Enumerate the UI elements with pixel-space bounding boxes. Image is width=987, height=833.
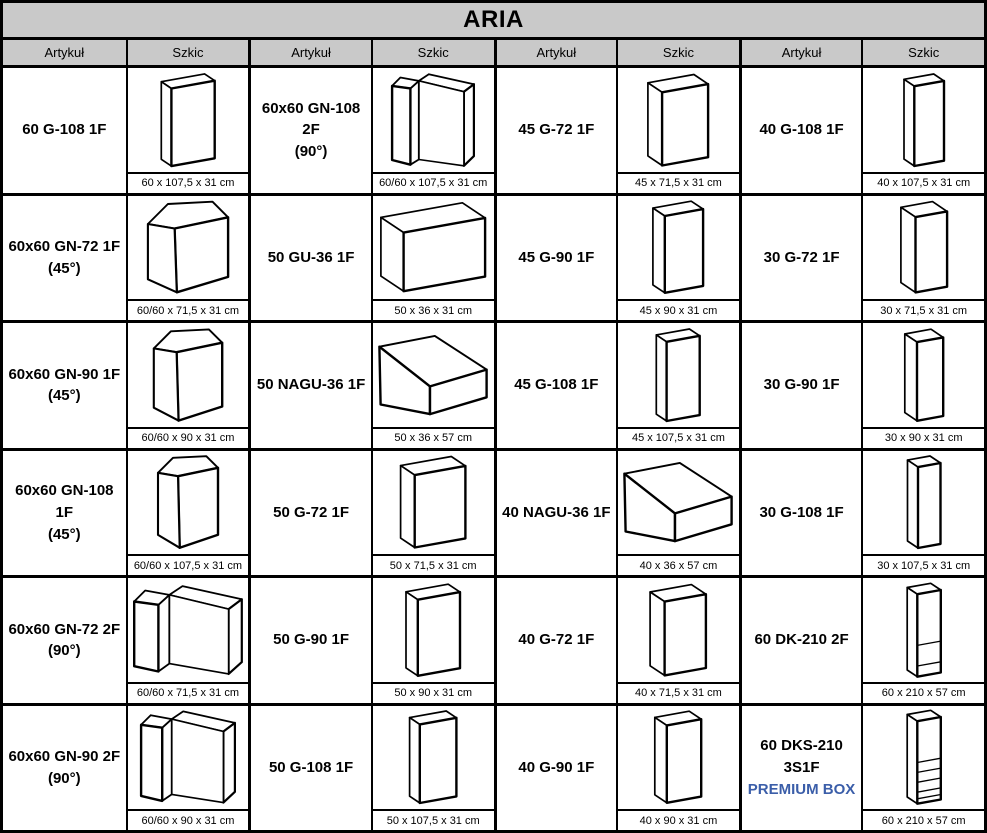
sketch-cell bbox=[126, 448, 249, 576]
article-code: 50 G-72 1F bbox=[273, 503, 349, 521]
article-code: 50 NAGU-36 1F bbox=[256, 376, 366, 394]
sketch-cell bbox=[616, 65, 739, 193]
cabinet-sketch-image bbox=[373, 68, 494, 172]
article-code: 40 G-72 1F bbox=[518, 631, 595, 649]
article-cell bbox=[248, 193, 371, 321]
dimensions-caption: 30 x 71,5 x 31 cm bbox=[863, 299, 984, 320]
cabinet-sketch-image bbox=[863, 578, 984, 682]
sketch-cell bbox=[861, 703, 984, 831]
sketch-cell bbox=[616, 703, 739, 831]
cabinet-sketch-image bbox=[863, 706, 984, 810]
article-code: (90°) bbox=[294, 143, 328, 161]
cabinet-sketch-image bbox=[373, 196, 494, 300]
article-cell bbox=[248, 448, 371, 576]
article-code: 30 G-108 1F bbox=[759, 503, 844, 521]
column-header-article: Artykuł bbox=[3, 40, 126, 65]
article-code: 50 GU-36 1F bbox=[267, 248, 355, 266]
page-title: ARIA bbox=[3, 3, 984, 40]
column-header-article: Artykuł bbox=[494, 40, 617, 65]
dimensions-caption: 45 x 71,5 x 31 cm bbox=[618, 172, 739, 193]
article-code: 50 G-90 1F bbox=[273, 631, 349, 649]
article-cell bbox=[739, 193, 862, 321]
dimensions-caption: 60/60 x 71,5 x 31 cm bbox=[128, 299, 249, 320]
article-code: 60 DKS-210 3S1F bbox=[760, 737, 843, 776]
dimensions-caption: 60/60 x 107,5 x 31 cm bbox=[373, 172, 494, 193]
article-code: 50 G-108 1F bbox=[268, 758, 354, 776]
dimensions-caption: 60 x 107,5 x 31 cm bbox=[128, 172, 249, 193]
article-code: 40 G-108 1F bbox=[759, 121, 844, 139]
sketch-cell bbox=[861, 575, 984, 703]
article-cell bbox=[494, 703, 617, 831]
article-cell bbox=[494, 448, 617, 576]
article-code: 60 DK-210 2F bbox=[754, 631, 849, 649]
article-cell bbox=[248, 703, 371, 831]
sketch-cell bbox=[126, 193, 249, 321]
cabinet-sketch-image bbox=[128, 196, 249, 300]
cabinet-sketch-image bbox=[373, 323, 494, 427]
article-code: 60x60 GN-72 1F bbox=[8, 238, 121, 255]
sketch-cell bbox=[126, 65, 249, 193]
article-cell bbox=[739, 575, 862, 703]
cabinet-sketch-image bbox=[618, 323, 739, 427]
cabinet-sketch-image bbox=[373, 578, 494, 682]
column-header-sketch: Szkic bbox=[861, 40, 984, 65]
article-cell bbox=[494, 575, 617, 703]
sketch-cell bbox=[126, 703, 249, 831]
cabinet-sketch-image bbox=[128, 451, 249, 555]
cabinet-sketch-image bbox=[128, 68, 249, 172]
dimensions-caption: 30 x 90 x 31 cm bbox=[863, 427, 984, 448]
cabinet-sketch-image bbox=[618, 706, 739, 810]
dimensions-caption: 50 x 71,5 x 31 cm bbox=[373, 554, 494, 575]
article-code: 60 G-108 1F bbox=[22, 121, 107, 139]
sketch-cell bbox=[371, 193, 494, 321]
article-cell bbox=[739, 320, 862, 448]
dimensions-caption: 60/60 x 71,5 x 31 cm bbox=[128, 682, 249, 703]
article-code: (45°) bbox=[47, 387, 81, 405]
column-header-article: Artykuł bbox=[248, 40, 371, 65]
sketch-cell bbox=[371, 65, 494, 193]
dimensions-caption: 40 x 107,5 x 31 cm bbox=[863, 172, 984, 193]
dimensions-caption: 60/60 x 90 x 31 cm bbox=[128, 427, 249, 448]
sketch-cell bbox=[371, 703, 494, 831]
dimensions-caption: 60 x 210 x 57 cm bbox=[863, 809, 984, 830]
sketch-cell bbox=[371, 575, 494, 703]
column-header-sketch: Szkic bbox=[371, 40, 494, 65]
article-cell bbox=[248, 320, 371, 448]
dimensions-caption: 45 x 107,5 x 31 cm bbox=[618, 427, 739, 448]
cabinet-sketch-image bbox=[618, 68, 739, 172]
sketch-cell bbox=[126, 575, 249, 703]
cabinet-sketch-image bbox=[863, 196, 984, 300]
sketch-cell bbox=[861, 320, 984, 448]
article-cell bbox=[248, 575, 371, 703]
article-code: 45 G-108 1F bbox=[514, 376, 599, 394]
article-code: (90°) bbox=[47, 642, 81, 660]
dimensions-caption: 50 x 90 x 31 cm bbox=[373, 682, 494, 703]
sketch-cell bbox=[371, 320, 494, 448]
article-cell bbox=[494, 65, 617, 193]
cabinet-sketch-image bbox=[128, 323, 249, 427]
dimensions-caption: 30 x 107,5 x 31 cm bbox=[863, 554, 984, 575]
sketch-cell bbox=[616, 575, 739, 703]
article-code: (90°) bbox=[47, 769, 81, 787]
sketch-cell bbox=[126, 320, 249, 448]
cabinet-sketch-image bbox=[128, 578, 249, 682]
article-cell bbox=[739, 703, 862, 831]
sketch-cell bbox=[616, 448, 739, 576]
article-cell bbox=[3, 65, 126, 193]
sketch-cell bbox=[861, 448, 984, 576]
dimensions-caption: 60/60 x 90 x 31 cm bbox=[128, 809, 249, 830]
article-code: 60x60 GN-72 2F bbox=[8, 620, 121, 638]
cabinet-sketch-image bbox=[863, 323, 984, 427]
article-cell bbox=[739, 65, 862, 193]
article-code: 60x60 GN-90 2F bbox=[8, 748, 121, 765]
dimensions-caption: 40 x 36 x 57 cm bbox=[618, 554, 739, 575]
column-header-sketch: Szkic bbox=[616, 40, 739, 65]
column-header-sketch: Szkic bbox=[126, 40, 249, 65]
article-code: 40 NAGU-36 1F bbox=[502, 503, 611, 521]
sketch-cell bbox=[861, 193, 984, 321]
premium-box-label: PREMIUM BOX bbox=[747, 780, 856, 798]
dimensions-caption: 40 x 90 x 31 cm bbox=[618, 809, 739, 830]
cabinet-sketch-image bbox=[128, 706, 249, 810]
article-code: 45 G-72 1F bbox=[518, 121, 595, 139]
article-cell bbox=[3, 575, 126, 703]
cabinet-sketch-image bbox=[618, 451, 739, 555]
dimensions-caption: 50 x 107,5 x 31 cm bbox=[373, 809, 494, 830]
article-cell bbox=[739, 448, 862, 576]
article-code: 30 G-72 1F bbox=[763, 248, 840, 266]
cabinet-sketch-image bbox=[863, 451, 984, 555]
dimensions-caption: 40 x 71,5 x 31 cm bbox=[618, 682, 739, 703]
article-code: 60x60 GN-90 1F bbox=[8, 365, 121, 383]
cabinet-sketch-image bbox=[863, 68, 984, 172]
article-code: 30 G-90 1F bbox=[763, 376, 840, 394]
cabinet-sketch-image bbox=[618, 578, 739, 682]
article-code: 45 G-90 1F bbox=[518, 248, 595, 266]
cabinet-sketch-image bbox=[373, 451, 494, 555]
dimensions-caption: 60/60 x 107,5 x 31 cm bbox=[128, 554, 249, 575]
article-cell bbox=[494, 193, 617, 321]
sketch-cell bbox=[861, 65, 984, 193]
column-header-article: Artykuł bbox=[739, 40, 862, 65]
article-cell bbox=[3, 193, 126, 321]
article-cell bbox=[248, 65, 371, 193]
cabinet-sketch-image bbox=[373, 706, 494, 810]
article-code: (45°) bbox=[47, 525, 81, 543]
article-code: 40 G-90 1F bbox=[518, 758, 595, 776]
dimensions-caption: 50 x 36 x 57 cm bbox=[373, 427, 494, 448]
article-cell bbox=[3, 320, 126, 448]
dimensions-caption: 50 x 36 x 31 cm bbox=[373, 299, 494, 320]
article-code: (45°) bbox=[47, 259, 81, 277]
article-code: 2F bbox=[302, 121, 320, 139]
sketch-cell bbox=[616, 193, 739, 321]
article-code: 60x60 GN-108 1F bbox=[15, 482, 114, 521]
article-cell bbox=[3, 448, 126, 576]
sketch-cell bbox=[616, 320, 739, 448]
dimensions-caption: 45 x 90 x 31 cm bbox=[618, 299, 739, 320]
dimensions-caption: 60 x 210 x 57 cm bbox=[863, 682, 984, 703]
cabinet-sketch-image bbox=[618, 196, 739, 300]
article-cell bbox=[494, 320, 617, 448]
sketch-cell bbox=[371, 448, 494, 576]
article-cell bbox=[3, 703, 126, 831]
article-code: 60x60 GN-108 bbox=[261, 99, 361, 117]
